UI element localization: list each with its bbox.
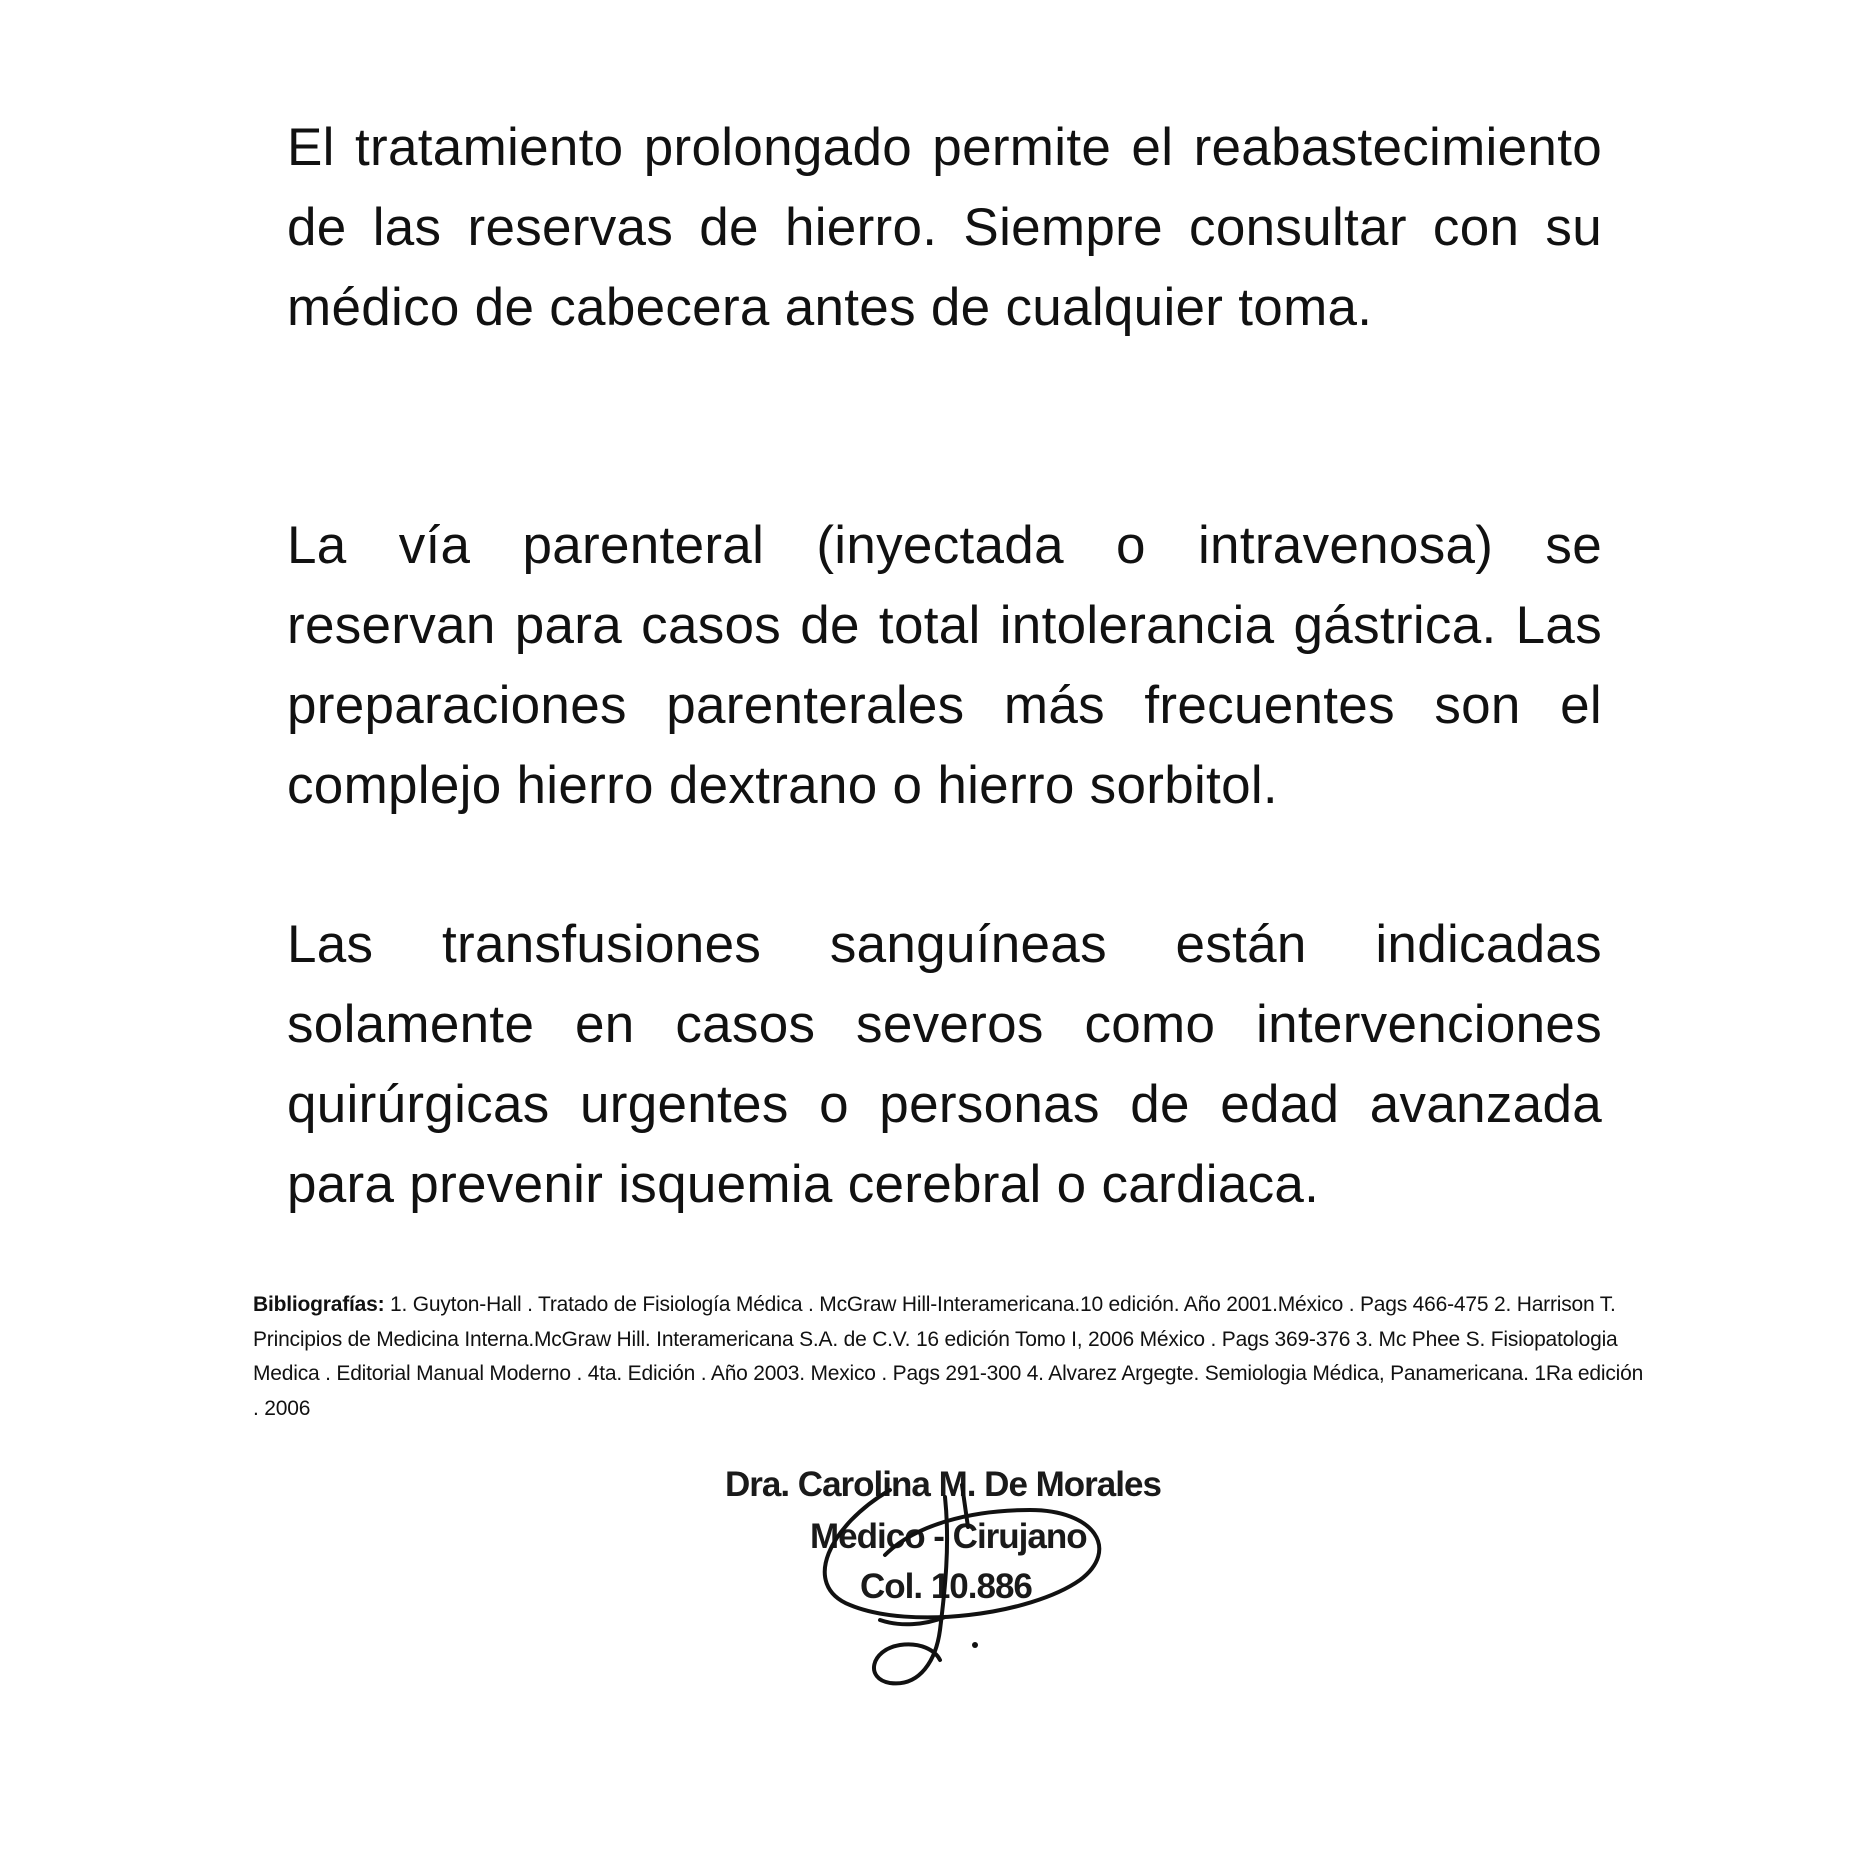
paragraph-parenteral-route: La vía parenteral (inyectada o intravenosa) se reservan para casos de total intolerancia gástrica. Las preparaciones parenterales más frecuentes son el complejo hierro dextrano o hierro sorbitol.: [287, 516, 1602, 815]
paragraph-transfusions: Las transfusiones sanguíneas están indicadas solamente en casos severos como intervenciones quirúrgicas urgentes o personas de edad avanzada para prevenir isquemia cerebral o cardiaca.: [287, 915, 1602, 1214]
bibliography: [253, 1288, 1653, 1426]
paragraph-iron-treatment: El tratamiento prolongado permite el reabastecimiento de las reservas de hierro. Siempre consultar con su médico de cabecera antes de cualquier toma.: [287, 118, 1602, 337]
stamp-doctor-name: Dra. Carolina M. De Morales: [725, 1465, 1161, 1504]
stamp-doctor-title: Medico - Cirujano: [810, 1517, 1087, 1556]
handwritten-signature-icon: [700, 1455, 1220, 1700]
signature-stamp: [700, 1455, 1220, 1700]
stamp-college-number: Col. 10.886: [860, 1567, 1032, 1606]
bibliography-text: 1. Guyton-Hall . Tratado de Fisiología Médica . McGraw Hill-Interamericana.10 edición. Año 2001.México . Pags 466-475 2. Harrison T. Principios de Medicina Interna.McGraw Hill. Interamericana S.A. de C.V. 16 edición Tomo I, 2006 México . Pags 369-376 3. Mc Phee S. Fisiopatologia Medica . Editorial Manual Moderno . 4ta. Edición . Año 2003. Mexico . Pags 291-300 4. Alvarez Argegte. Semiologia Médica, Panamericana. 1Ra edición . 2006: [253, 1293, 1644, 1420]
bibliography-label: Bibliografías:: [253, 1293, 385, 1316]
